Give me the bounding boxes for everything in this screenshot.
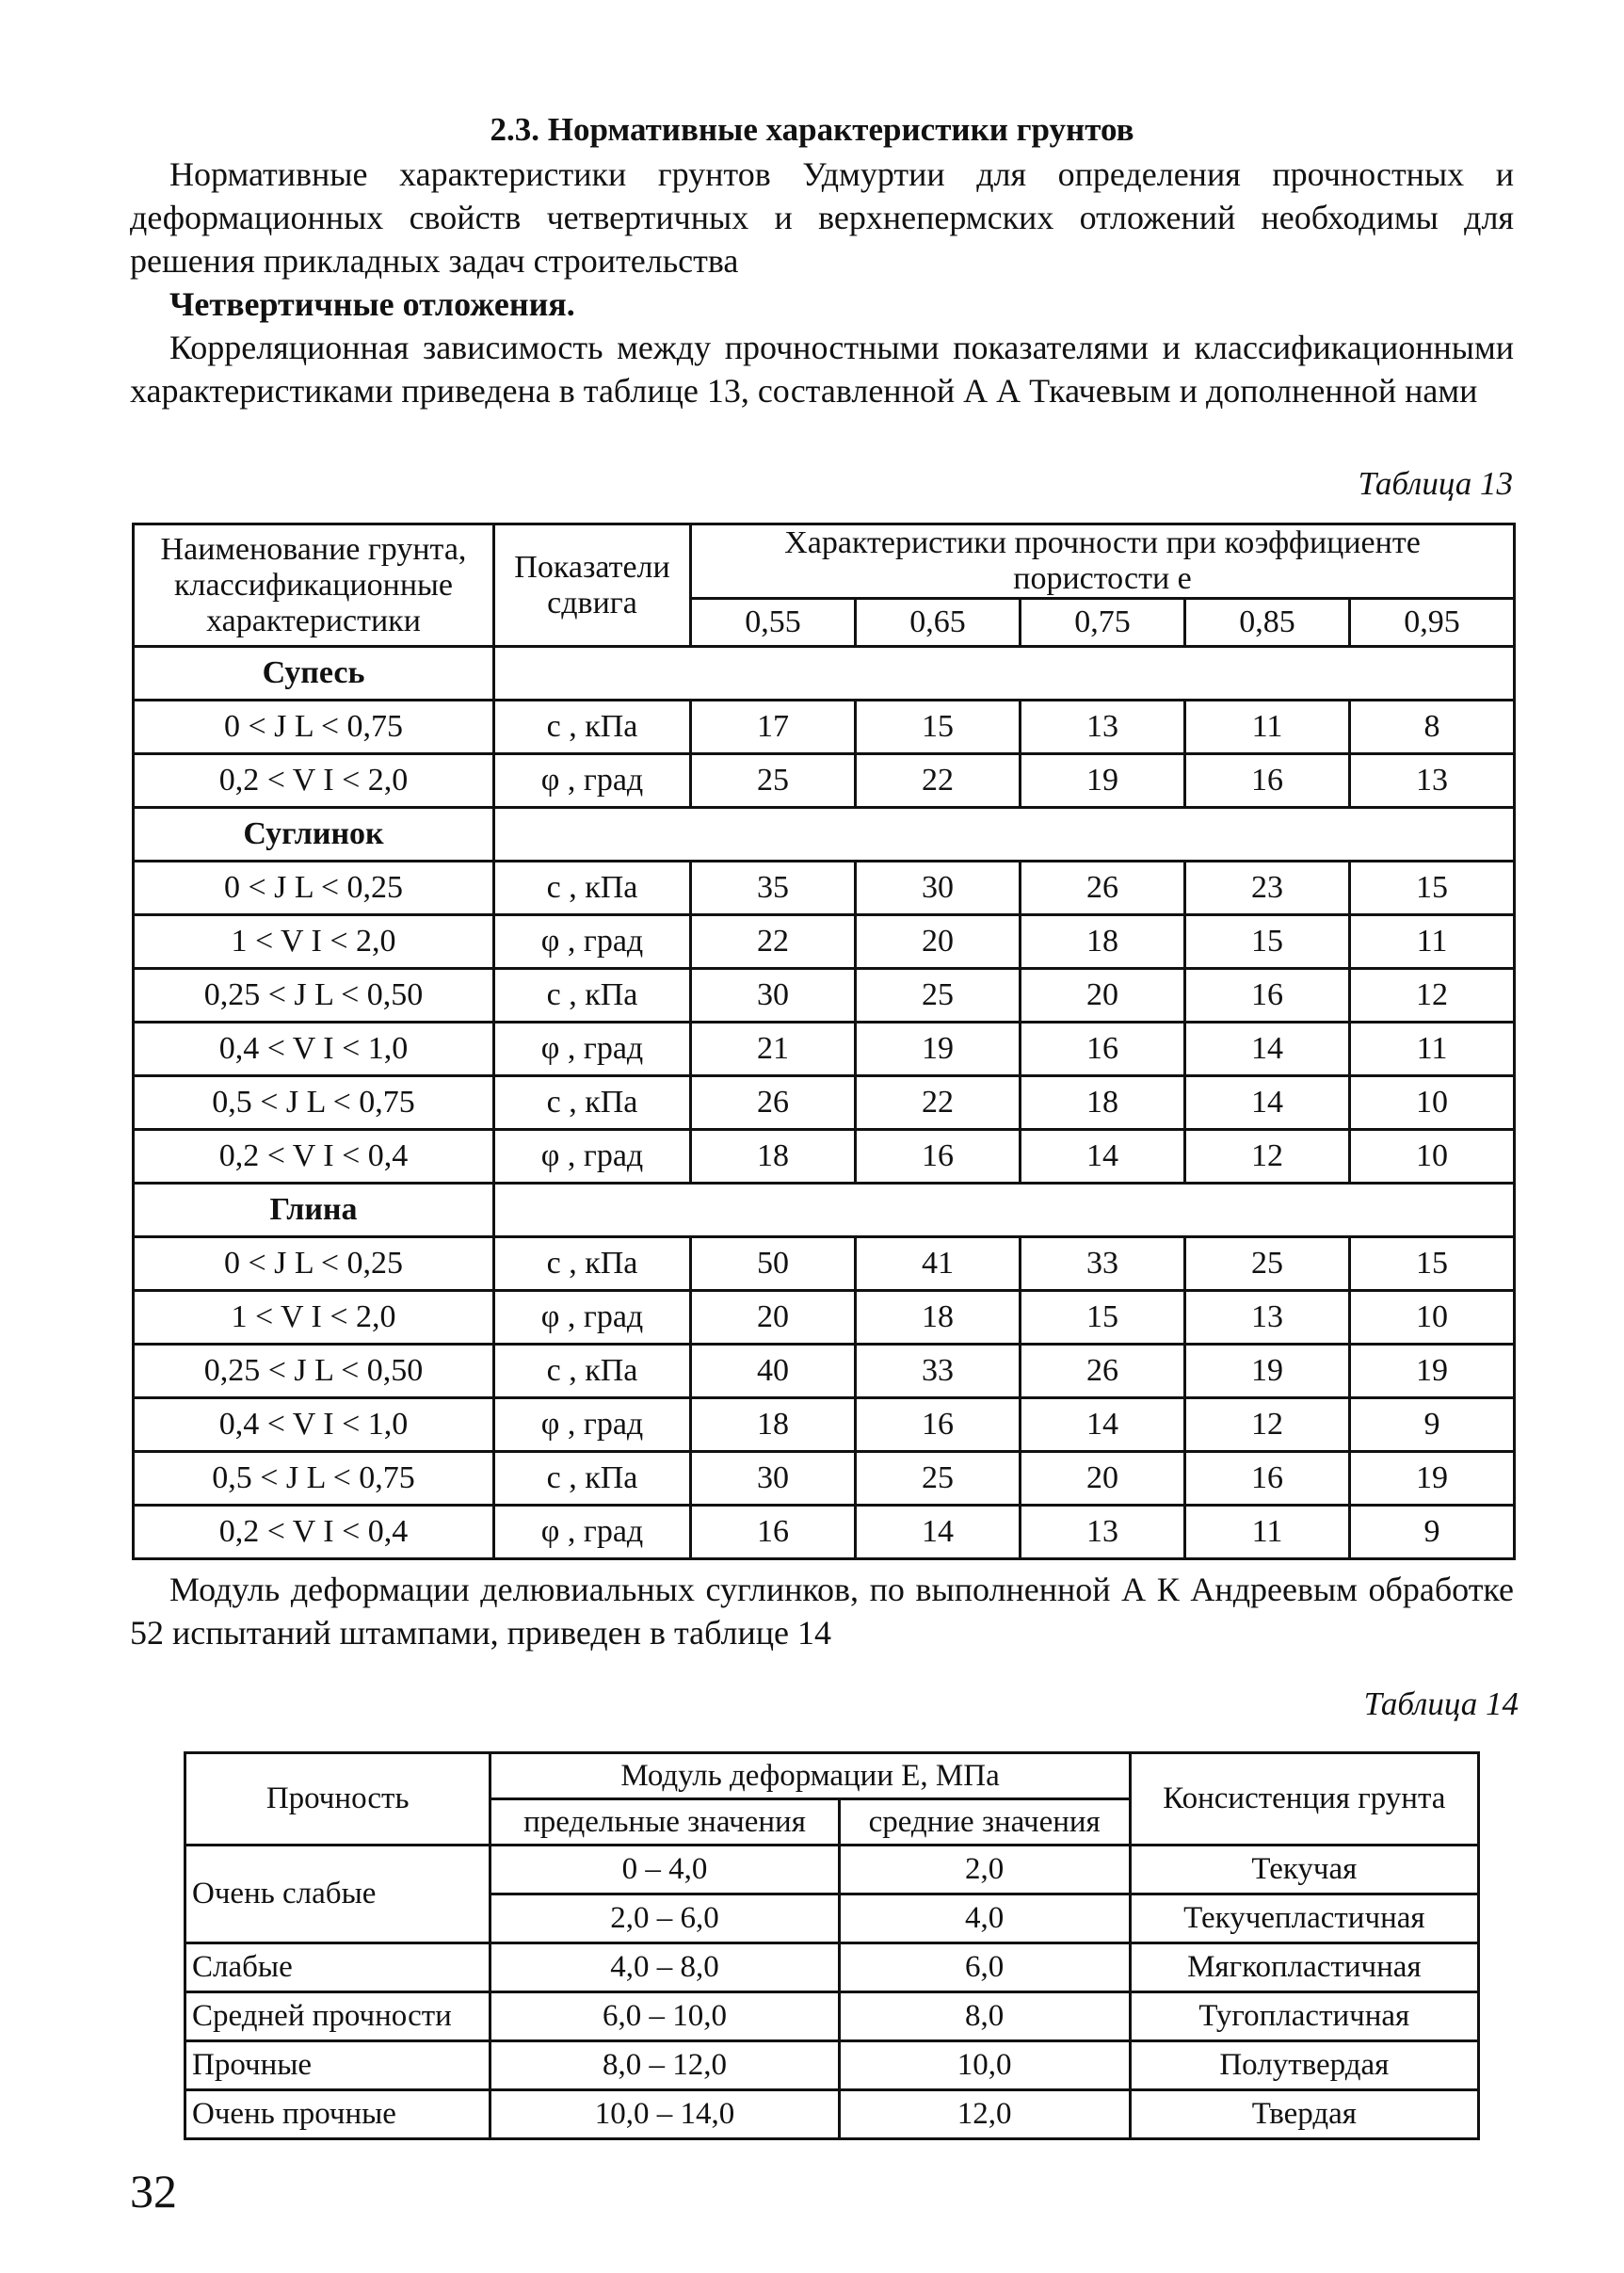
strength-value: 11 bbox=[1185, 1506, 1350, 1559]
modulus-mean: 12,0 bbox=[839, 2090, 1130, 2139]
strength-value: 15 bbox=[1350, 1237, 1515, 1291]
table14-caption: Таблица 14 bbox=[1363, 1685, 1519, 1722]
modulus-mean: 4,0 bbox=[839, 1894, 1130, 1943]
strength-value: 16 bbox=[1185, 754, 1350, 808]
table14-header-modulus: Модуль деформации Е, МПа bbox=[490, 1753, 1130, 1799]
shear-parameter: c , кПа bbox=[494, 1237, 691, 1291]
strength-value: 25 bbox=[856, 969, 1021, 1023]
modulus-paragraph: Модуль деформации делювиальных суглинков, по выполненной А К Андреевым обработке 52 испытаний штампами, приведен в таблице 14 bbox=[130, 1571, 1514, 1652]
strength-value: 10 bbox=[1350, 1076, 1515, 1130]
table14-header-limit: предельные значения bbox=[490, 1799, 839, 1846]
shear-parameter: c , кПа bbox=[494, 1345, 691, 1398]
strength-class: Прочные bbox=[185, 2041, 490, 2090]
soil-characteristic: 0,25 < J L < 0,50 bbox=[134, 969, 494, 1023]
strength-value: 20 bbox=[1021, 969, 1185, 1023]
table-row bbox=[134, 1291, 1515, 1345]
modulus-limit: 2,0 – 6,0 bbox=[490, 1894, 839, 1943]
modulus-mean: 10,0 bbox=[839, 2041, 1130, 2090]
strength-value: 14 bbox=[1185, 1076, 1350, 1130]
table-row bbox=[134, 754, 1515, 808]
strength-value: 12 bbox=[1350, 969, 1515, 1023]
table13-porosity-value: 0,65 bbox=[856, 599, 1021, 647]
strength-value: 10 bbox=[1350, 1291, 1515, 1345]
modulus-limit: 4,0 – 8,0 bbox=[490, 1943, 839, 1992]
strength-value: 15 bbox=[1185, 915, 1350, 969]
soil-characteristic: 1 < V I < 2,0 bbox=[134, 1291, 494, 1345]
group-blank-cell bbox=[494, 647, 1515, 701]
shear-parameter: c , кПа bbox=[494, 969, 691, 1023]
strength-value: 19 bbox=[856, 1023, 1021, 1076]
modulus-consistency: Текучая bbox=[1130, 1846, 1478, 1894]
table13-header-soil: Наименование грунта, классификационные характеристики bbox=[134, 524, 494, 647]
strength-value: 26 bbox=[1021, 862, 1185, 915]
shear-parameter: φ , град bbox=[494, 1023, 691, 1076]
strength-value: 26 bbox=[691, 1076, 856, 1130]
strength-value: 35 bbox=[691, 862, 856, 915]
table-row bbox=[134, 969, 1515, 1023]
shear-parameter: φ , град bbox=[494, 1130, 691, 1184]
table-row bbox=[185, 2041, 1479, 2090]
table14-header-consistency: Консистенция грунта bbox=[1130, 1753, 1478, 1846]
strength-value: 12 bbox=[1185, 1130, 1350, 1184]
strength-class: Средней прочности bbox=[185, 1992, 490, 2041]
strength-value: 19 bbox=[1185, 1345, 1350, 1398]
strength-value: 20 bbox=[1021, 1452, 1185, 1506]
strength-value: 25 bbox=[691, 754, 856, 808]
strength-value: 16 bbox=[856, 1398, 1021, 1452]
table13-caption: Таблица 13 bbox=[1358, 465, 1513, 502]
shear-parameter: φ , град bbox=[494, 1398, 691, 1452]
strength-value: 18 bbox=[691, 1398, 856, 1452]
table-row bbox=[134, 1506, 1515, 1559]
shear-parameter: c , кПа bbox=[494, 862, 691, 915]
shear-parameter: φ , град bbox=[494, 1291, 691, 1345]
modulus-consistency: Полутвердая bbox=[1130, 2041, 1478, 2090]
soil-characteristic: 1 < V I < 2,0 bbox=[134, 915, 494, 969]
strength-value: 11 bbox=[1350, 1023, 1515, 1076]
modulus-limit: 0 – 4,0 bbox=[490, 1846, 839, 1894]
intro-paragraph: Нормативные характеристики грунтов Удмуртии для определения прочностных и деформационных свойств четвертичных и верхнепермских отложений необходимы для решения прикладных задач строительства bbox=[130, 155, 1514, 280]
table-row bbox=[185, 1846, 1479, 1894]
table-row bbox=[134, 1398, 1515, 1452]
table-row bbox=[185, 1992, 1479, 2041]
strength-value: 40 bbox=[691, 1345, 856, 1398]
table-row bbox=[134, 1076, 1515, 1130]
strength-value: 18 bbox=[1021, 1076, 1185, 1130]
section-heading: 2.3. Нормативные характеристики грунтов bbox=[490, 111, 1134, 148]
table13-porosity-value: 0,95 bbox=[1350, 599, 1515, 647]
shear-parameter: c , кПа bbox=[494, 1076, 691, 1130]
strength-value: 33 bbox=[1021, 1237, 1185, 1291]
strength-class: Слабые bbox=[185, 1943, 490, 1992]
table13-header-group: Характеристики прочности при коэффициенте пористости e bbox=[691, 524, 1515, 599]
shear-parameter: φ , град bbox=[494, 754, 691, 808]
strength-value: 25 bbox=[1185, 1237, 1350, 1291]
strength-value: 15 bbox=[1021, 1291, 1185, 1345]
strength-value: 17 bbox=[691, 701, 856, 754]
strength-value: 50 bbox=[691, 1237, 856, 1291]
modulus-consistency: Тугопластичная bbox=[1130, 1992, 1478, 2041]
strength-value: 15 bbox=[856, 701, 1021, 754]
table-row bbox=[134, 862, 1515, 915]
strength-value: 13 bbox=[1350, 754, 1515, 808]
soil-characteristic: 0,5 < J L < 0,75 bbox=[134, 1076, 494, 1130]
soil-characteristic: 0 < J L < 0,25 bbox=[134, 862, 494, 915]
modulus-mean: 6,0 bbox=[839, 1943, 1130, 1992]
strength-value: 30 bbox=[691, 969, 856, 1023]
strength-value: 13 bbox=[1185, 1291, 1350, 1345]
subsection-heading: Четвертичные отложения. bbox=[169, 285, 575, 323]
modulus-mean: 2,0 bbox=[839, 1846, 1130, 1894]
strength-value: 21 bbox=[691, 1023, 856, 1076]
table-row bbox=[134, 1452, 1515, 1506]
modulus-limit: 10,0 – 14,0 bbox=[490, 2090, 839, 2139]
strength-value: 16 bbox=[1021, 1023, 1185, 1076]
soil-group-label: Глина bbox=[134, 1184, 494, 1237]
strength-value: 19 bbox=[1021, 754, 1185, 808]
table-row bbox=[134, 1345, 1515, 1398]
table-row bbox=[185, 2090, 1479, 2139]
table14-header-mean: средние значения bbox=[839, 1799, 1130, 1846]
strength-value: 13 bbox=[1021, 701, 1185, 754]
strength-class: Очень прочные bbox=[185, 2090, 490, 2139]
table-13 bbox=[132, 523, 1516, 1560]
strength-value: 23 bbox=[1185, 862, 1350, 915]
strength-value: 18 bbox=[691, 1130, 856, 1184]
soil-characteristic: 0,4 < V I < 1,0 bbox=[134, 1023, 494, 1076]
strength-value: 14 bbox=[1185, 1023, 1350, 1076]
strength-value: 20 bbox=[691, 1291, 856, 1345]
shear-parameter: φ , град bbox=[494, 1506, 691, 1559]
strength-value: 15 bbox=[1350, 862, 1515, 915]
strength-value: 13 bbox=[1021, 1506, 1185, 1559]
table-row bbox=[134, 1237, 1515, 1291]
table13-group-row bbox=[134, 808, 1515, 862]
correlation-paragraph: Корреляционная зависимость между прочностными показателями и классификационными характеристиками приведена в таблице 13, составленной А А Ткачевым и дополненной нами bbox=[130, 329, 1514, 410]
strength-value: 22 bbox=[856, 754, 1021, 808]
soil-group-label: Суглинок bbox=[134, 808, 494, 862]
table13-porosity-value: 0,85 bbox=[1185, 599, 1350, 647]
soil-characteristic: 0,2 < V I < 0,4 bbox=[134, 1506, 494, 1559]
strength-value: 9 bbox=[1350, 1506, 1515, 1559]
strength-value: 20 bbox=[856, 915, 1021, 969]
strength-value: 9 bbox=[1350, 1398, 1515, 1452]
table-14 bbox=[184, 1751, 1480, 2140]
table13-porosity-value: 0,55 bbox=[691, 599, 856, 647]
strength-value: 26 bbox=[1021, 1345, 1185, 1398]
strength-value: 33 bbox=[856, 1345, 1021, 1398]
table-row bbox=[134, 1130, 1515, 1184]
soil-characteristic: 0,2 < V I < 2,0 bbox=[134, 754, 494, 808]
strength-value: 12 bbox=[1185, 1398, 1350, 1452]
modulus-consistency: Текучепластичная bbox=[1130, 1894, 1478, 1943]
soil-characteristic: 0,5 < J L < 0,75 bbox=[134, 1452, 494, 1506]
strength-value: 19 bbox=[1350, 1345, 1515, 1398]
table-row bbox=[134, 1023, 1515, 1076]
modulus-consistency: Мягкопластичная bbox=[1130, 1943, 1478, 1992]
strength-value: 14 bbox=[1021, 1398, 1185, 1452]
strength-value: 16 bbox=[691, 1506, 856, 1559]
modulus-mean: 8,0 bbox=[839, 1992, 1130, 2041]
modulus-limit: 8,0 – 12,0 bbox=[490, 2041, 839, 2090]
strength-value: 16 bbox=[856, 1130, 1021, 1184]
strength-value: 14 bbox=[856, 1506, 1021, 1559]
table-row bbox=[134, 915, 1515, 969]
table13-porosity-value: 0,75 bbox=[1021, 599, 1185, 647]
shear-parameter: φ , град bbox=[494, 915, 691, 969]
table14-header-strength: Прочность bbox=[185, 1753, 490, 1846]
strength-value: 18 bbox=[1021, 915, 1185, 969]
page-number: 32 bbox=[130, 2165, 177, 2217]
table-row bbox=[134, 701, 1515, 754]
strength-value: 11 bbox=[1185, 701, 1350, 754]
strength-value: 30 bbox=[691, 1452, 856, 1506]
shear-parameter: c , кПа bbox=[494, 701, 691, 754]
table-row bbox=[185, 1943, 1479, 1992]
strength-value: 19 bbox=[1350, 1452, 1515, 1506]
strength-value: 10 bbox=[1350, 1130, 1515, 1184]
strength-value: 16 bbox=[1185, 969, 1350, 1023]
table13-group-row bbox=[134, 1184, 1515, 1237]
soil-characteristic: 0 < J L < 0,25 bbox=[134, 1237, 494, 1291]
soil-group-label: Супесь bbox=[134, 647, 494, 701]
strength-value: 14 bbox=[1021, 1130, 1185, 1184]
soil-characteristic: 0,25 < J L < 0,50 bbox=[134, 1345, 494, 1398]
modulus-limit: 6,0 – 10,0 bbox=[490, 1992, 839, 2041]
soil-characteristic: 0,2 < V I < 0,4 bbox=[134, 1130, 494, 1184]
strength-value: 18 bbox=[856, 1291, 1021, 1345]
strength-value: 8 bbox=[1350, 701, 1515, 754]
shear-parameter: c , кПа bbox=[494, 1452, 691, 1506]
strength-value: 25 bbox=[856, 1452, 1021, 1506]
soil-characteristic: 0 < J L < 0,75 bbox=[134, 701, 494, 754]
strength-value: 22 bbox=[856, 1076, 1021, 1130]
strength-value: 30 bbox=[856, 862, 1021, 915]
table13-group-row bbox=[134, 647, 1515, 701]
strength-class: Очень слабые bbox=[185, 1846, 490, 1943]
group-blank-cell bbox=[494, 808, 1515, 862]
strength-value: 22 bbox=[691, 915, 856, 969]
table13-header-shear: Показатели сдвига bbox=[494, 524, 691, 647]
soil-characteristic: 0,4 < V I < 1,0 bbox=[134, 1398, 494, 1452]
modulus-consistency: Твердая bbox=[1130, 2090, 1478, 2139]
strength-value: 11 bbox=[1350, 915, 1515, 969]
strength-value: 16 bbox=[1185, 1452, 1350, 1506]
strength-value: 41 bbox=[856, 1237, 1021, 1291]
group-blank-cell bbox=[494, 1184, 1515, 1237]
